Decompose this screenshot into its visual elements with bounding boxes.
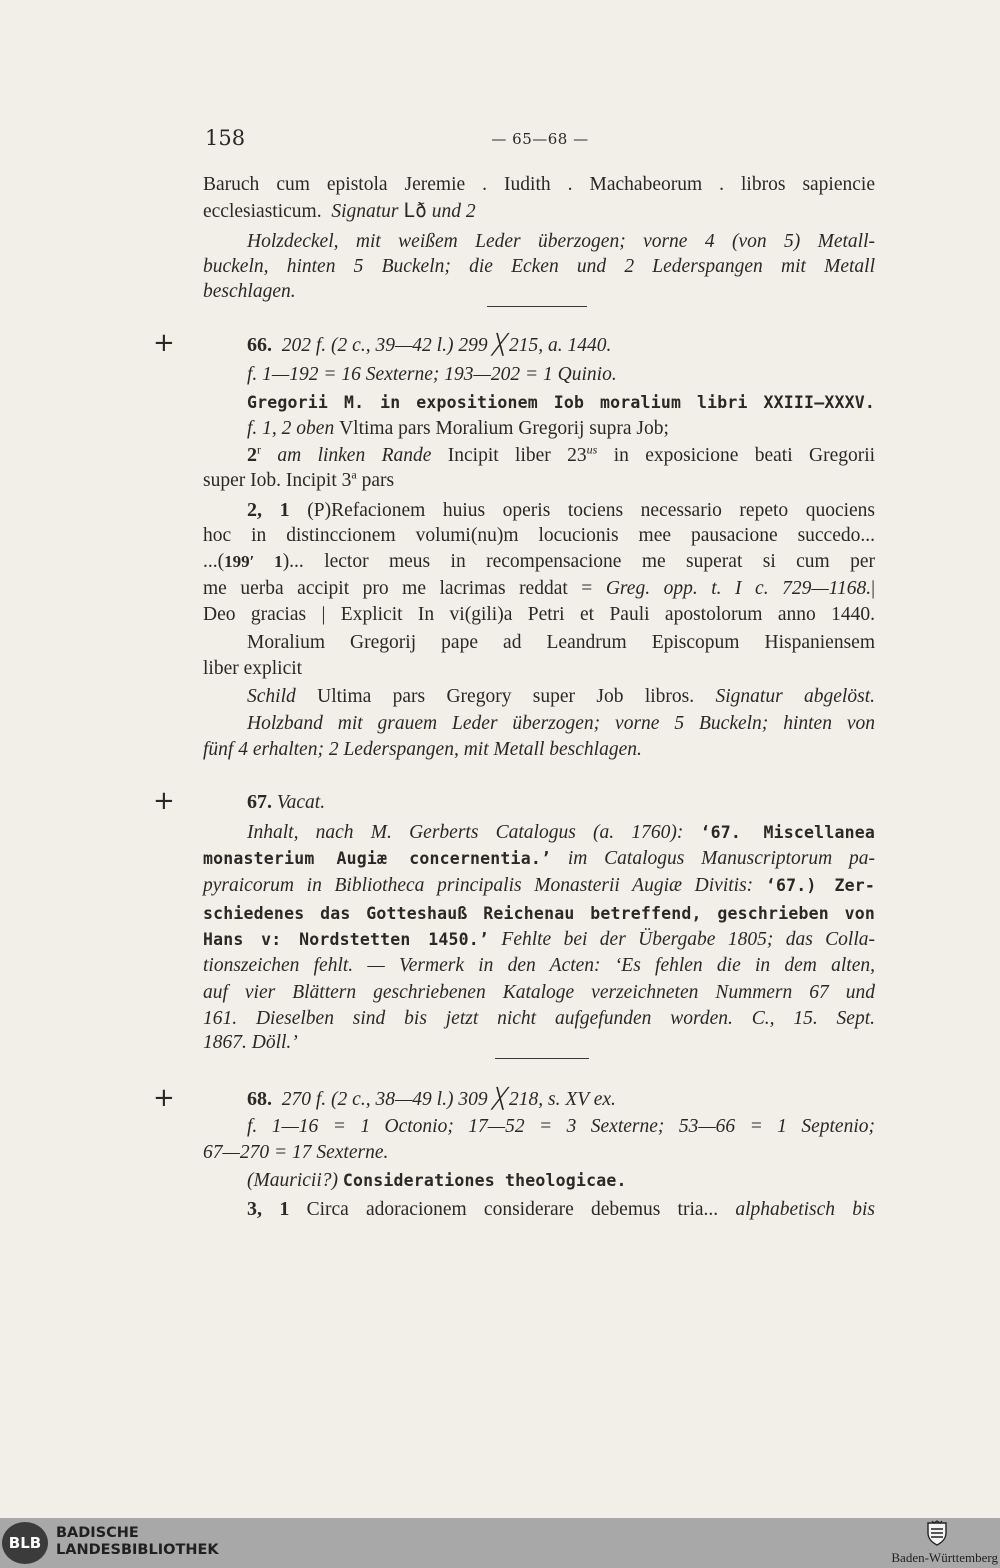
entry66-text-line: me uerba accipit pro me lacrimas reddat = Greg. opp. t. I c. 729—1168.| xyxy=(203,578,876,599)
entry66-text-line: Moralium Gregorij pape ad Leandrum Episcopum Hispaniensem xyxy=(247,632,875,653)
entry67-text-line: monasterium Augiæ concernentia.’ im Catalogus Manuscriptorum pa- xyxy=(203,848,875,869)
page-number: 158 xyxy=(205,126,246,150)
entry66-title: Gregorii M. in expositionem Iob moralium libri XXIII—XXXV. xyxy=(247,393,875,412)
section-divider xyxy=(487,306,587,307)
entry66-text-line: liber explicit xyxy=(203,658,303,679)
entry65-text-line: Baruch cum epistola Jeremie . Iudith . Machabeorum . libros sapiencie xyxy=(203,174,875,195)
entry68-heading xyxy=(247,1086,875,1113)
entry-number: 68. xyxy=(247,1088,272,1110)
section-divider xyxy=(495,1058,589,1059)
entry67-text-line: schiedenes das Gotteshauß Reichenau betreffend, geschrieben von xyxy=(203,904,875,923)
entry67-text-line: Hans v: Nordstetten 1450.’ Fehlte bei der Übergabe 1805; das Colla- xyxy=(203,929,876,950)
entry66-text-line: Deo gracias | Explicit In vi(gili)a Petri et Pauli apostolorum anno 1440. xyxy=(203,604,875,625)
entry67-text-line: 161. Dieselben sind bis jetzt nicht aufgefunden worden. C., 15. Sept. xyxy=(203,1008,875,1029)
entry67-text-line: 1867. Döll.’ xyxy=(203,1032,298,1053)
entry66-folio-line: super Iob. Incipit 3$^a$ pars xyxy=(203,467,395,491)
entry-number: 67. xyxy=(247,791,272,813)
entry67-heading: 67. Vacat. xyxy=(247,791,326,813)
margin-plus-mark: + xyxy=(153,786,175,816)
entry67-text-line: pyraicorum in Bibliotheca principalis Monasterii Augiæ Divitis: ‘67.) Zer- xyxy=(203,875,876,896)
entry66-heading xyxy=(247,332,875,359)
entry-meta: 202 f. (2 c., 39—42 l.) 299 ╳ 215, a. 1440. xyxy=(281,335,612,356)
blb-logo[interactable]: BLB xyxy=(2,1522,48,1564)
margin-plus-mark: + xyxy=(153,1083,175,1113)
running-header xyxy=(205,126,875,156)
entry66-folio-line: 2$^r$ am linken Rande Incipit liber $23^{us}$ in exposicione beati Gregorii xyxy=(247,442,876,466)
entry67-text-line: auf vier Blättern geschriebenen Kataloge verzeichneten Nummern 67 und xyxy=(203,982,875,1003)
entry67-text-line: Inhalt, nach M. Gerberts Catalogus (a. 1760): ‘67. Miscellanea xyxy=(247,822,875,843)
entry67-text-line: tionszeichen fehlt. — Vermerk in den Acten: ‘Es fehlen die in dem alten, xyxy=(203,955,875,976)
entry68-quires: 67—270 = 17 Sexterne. xyxy=(203,1142,389,1163)
signature-glyph: Lð xyxy=(403,199,427,222)
entry68-text-line: 3, 1 Circa adoracionem considerare debemus tria... alphabetisch bis xyxy=(247,1198,875,1220)
entry66-text-line: hoc in distinccionem volumi(nu)m locucionis mee pausacione succedo... xyxy=(203,525,875,546)
entry65-text-line: ecclesiasticum. Signatur Lð und 2 xyxy=(203,199,476,222)
library-footer-bar xyxy=(0,1518,1000,1568)
entry66-folio-line: f. 1, 2 oben Vltima pars Moralium Gregorij supra Job; xyxy=(247,418,669,439)
entry65-binding-line: Holzdeckel, mit weißem Leder überzogen; vorne 4 (von 5) Metall- xyxy=(247,231,875,252)
entry68-title: (Mauricii?) Considerationes theologicae. xyxy=(247,1170,627,1191)
entry-meta: 270 f. (2 c., 38—49 l.) 309 ╳ 218, s. XV ex. xyxy=(281,1089,616,1110)
entry66-text-line: 2, 1 (P)Refacionem huius operis tociens necessario repeto quociens xyxy=(247,499,876,521)
entry66-quires: f. 1—192 = 16 Sexterne; 193—202 = 1 Quinio. xyxy=(247,364,617,385)
library-name: BADISCHE LANDESBIBLIOTHEK xyxy=(56,1525,219,1558)
entry65-binding-line: buckeln, hinten 5 Buckeln; die Ecken und 2 Lederspangen mit Metall xyxy=(203,256,875,277)
entry66-binding-line: fünf 4 erhalten; 2 Lederspangen, mit Metall beschlagen. xyxy=(203,739,642,760)
state-name: Baden-Württemberg xyxy=(891,1550,998,1565)
margin-plus-mark: + xyxy=(153,328,175,358)
entry-number: 66. xyxy=(247,334,272,356)
entry65-binding-line: beschlagen. xyxy=(203,281,296,302)
entry66-text-line: ...(199′ 1)... lector meus in recompensacione me superat si cum per xyxy=(203,551,876,572)
entry68-quires: f. 1—16 = 1 Octonio; 17—52 = 3 Sexterne; 53—66 = 1 Septenio; xyxy=(247,1116,875,1137)
coat-of-arms-icon xyxy=(926,1520,948,1546)
entry66-binding-line: Holzband mit grauem Leder überzogen; vorne 5 Buckeln; hinten von xyxy=(247,713,875,734)
entry-range: — 65—68 — xyxy=(491,130,589,148)
entry66-schild-line: Schild Ultima pars Gregory super Job libros. Signatur abgelöst. xyxy=(247,686,875,707)
